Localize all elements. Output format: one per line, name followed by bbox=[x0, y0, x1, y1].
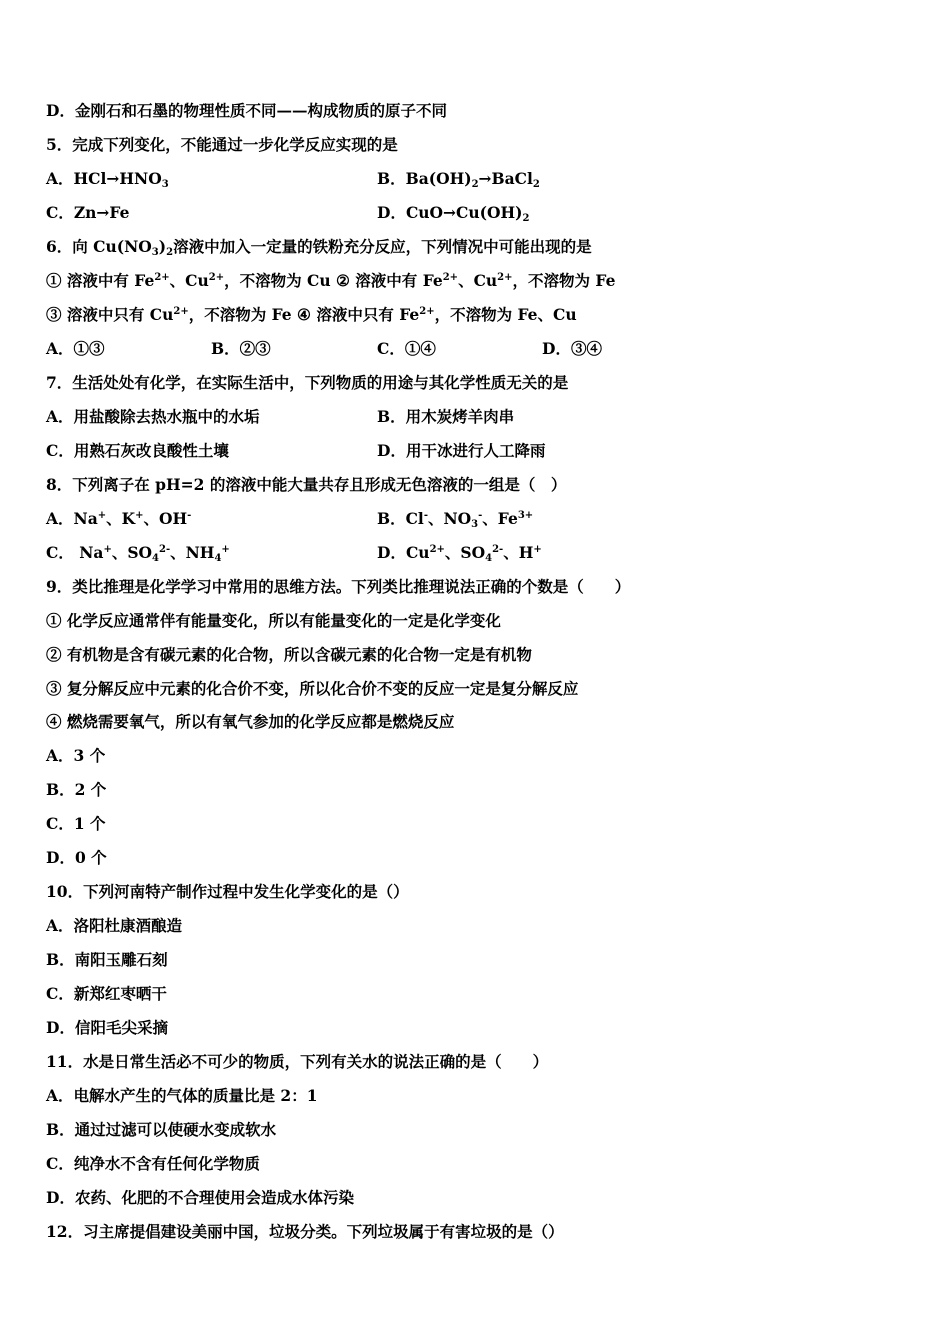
q6-option-b: B．②③ bbox=[211, 339, 271, 358]
q11-option-c: C．纯净水不含有任何化学物质 bbox=[46, 1154, 260, 1173]
q7-option-d: D．用干冰进行人工降雨 bbox=[377, 441, 546, 460]
q9-statement-3: ③ 复分解反应中元素的化合价不变，所以化合价不变的反应一定是复分解反应 bbox=[46, 679, 579, 698]
q6-stem: 6．向 $Cu(NO_3)_2$溶液中加入一定量的铁粉充分反应，下列情况中可能出现的是 bbox=[46, 237, 592, 258]
q11-option-d: D．农药、化肥的不合理使用会造成水体污染 bbox=[46, 1188, 354, 1207]
q9-option-a: A．3 个 bbox=[46, 746, 106, 765]
q11-option-a: A．电解水产生的气体的质量比是 2：1 bbox=[46, 1086, 318, 1105]
q6-option-c: C．①④ bbox=[377, 339, 436, 358]
q6-option-d: D．③④ bbox=[542, 339, 602, 358]
q10-stem: 10．下列河南特产制作过程中发生化学变化的是（） bbox=[46, 882, 409, 901]
q10-option-a: A．洛阳杜康酒酿造 bbox=[46, 916, 183, 935]
q4-option-d: D．金刚石和石墨的物理性质不同——构成物质的原子不同 bbox=[46, 101, 447, 120]
q7-option-a: A．用盐酸除去热水瓶中的水垢 bbox=[46, 407, 260, 426]
q5-option-b: B．$Ba(OH)_2\to BaCl_2$ bbox=[377, 169, 540, 190]
q9-statement-1: ① 化学反应通常伴有能量变化，所以有能量变化的一定是化学变化 bbox=[46, 611, 501, 630]
q9-stem: 9．类比推理是化学学习中常用的思维方法。下列类比推理说法正确的个数是（ ） bbox=[46, 577, 631, 596]
q8-option-c: C． Na+、$SO_4^{2-}$、$NH_4^+$ bbox=[46, 543, 230, 564]
q6-option-a: A．①③ bbox=[46, 339, 105, 358]
q8-stem: 8．下列离子在 pH=2 的溶液中能大量共存且形成无色溶液的一组是（ ） bbox=[46, 475, 567, 494]
q8-option-a: A．Na+、K+、OH- bbox=[46, 509, 192, 528]
q7-option-c: C．用熟石灰改良酸性土壤 bbox=[46, 441, 229, 460]
q10-option-d: D．信阳毛尖采摘 bbox=[46, 1018, 168, 1037]
q7-stem: 7．生活处处有化学，在实际生活中，下列物质的用途与其化学性质无关的是 bbox=[46, 373, 569, 392]
q5-option-c: C．Zn→Fe bbox=[46, 203, 130, 222]
q6-statements-1-2: ① 溶液中有 $Fe^{2+}$、$Cu^{2+}$，不溶物为 Cu ② 溶液中有 $Fe^{2+}$、$Cu^{2+}$，不溶物为 Fe bbox=[46, 271, 616, 290]
q7-option-b: B．用木炭烤羊肉串 bbox=[377, 407, 515, 426]
q11-option-b: B．通过过滤可以使硬水变成软水 bbox=[46, 1120, 277, 1139]
q6-statements-3-4: ③ 溶液中只有 $Cu^{2+}$，不溶物为 Fe ④ 溶液中只有 $Fe^{2+}$，不溶物为 Fe、Cu bbox=[46, 305, 577, 324]
q9-statement-4: ④ 燃烧需要氧气，所以有氧气参加的化学反应都是燃烧反应 bbox=[46, 712, 455, 731]
q9-option-c: C．1 个 bbox=[46, 814, 106, 833]
q9-option-b: B．2 个 bbox=[46, 780, 107, 799]
q5-option-a: A．$HCl\to HNO_3$ bbox=[46, 169, 169, 190]
q5-stem: 5．完成下列变化，不能通过一步化学反应实现的是 bbox=[46, 135, 398, 154]
q10-option-b: B．南阳玉雕石刻 bbox=[46, 950, 168, 969]
q12-stem: 12．习主席提倡建设美丽中国，垃圾分类。下列垃圾属于有害垃圾的是（） bbox=[46, 1222, 564, 1241]
q9-statement-2: ② 有机物是含有碳元素的化合物，所以含碳元素的化合物一定是有机物 bbox=[46, 645, 532, 664]
q8-option-d: D．$Cu^{2+}$、$SO_4^{2-}$、H+ bbox=[377, 543, 542, 564]
q8-option-b: B．Cl-、$NO_3^-$、$Fe^{3+}$ bbox=[377, 509, 534, 530]
q9-option-d: D．0 个 bbox=[46, 848, 107, 867]
q10-option-c: C．新郑红枣晒干 bbox=[46, 984, 167, 1003]
q5-option-d: D．$CuO\to Cu(OH)_2$ bbox=[377, 203, 530, 224]
q11-stem: 11．水是日常生活必不可少的物质，下列有关水的说法正确的是（ ） bbox=[46, 1052, 549, 1071]
